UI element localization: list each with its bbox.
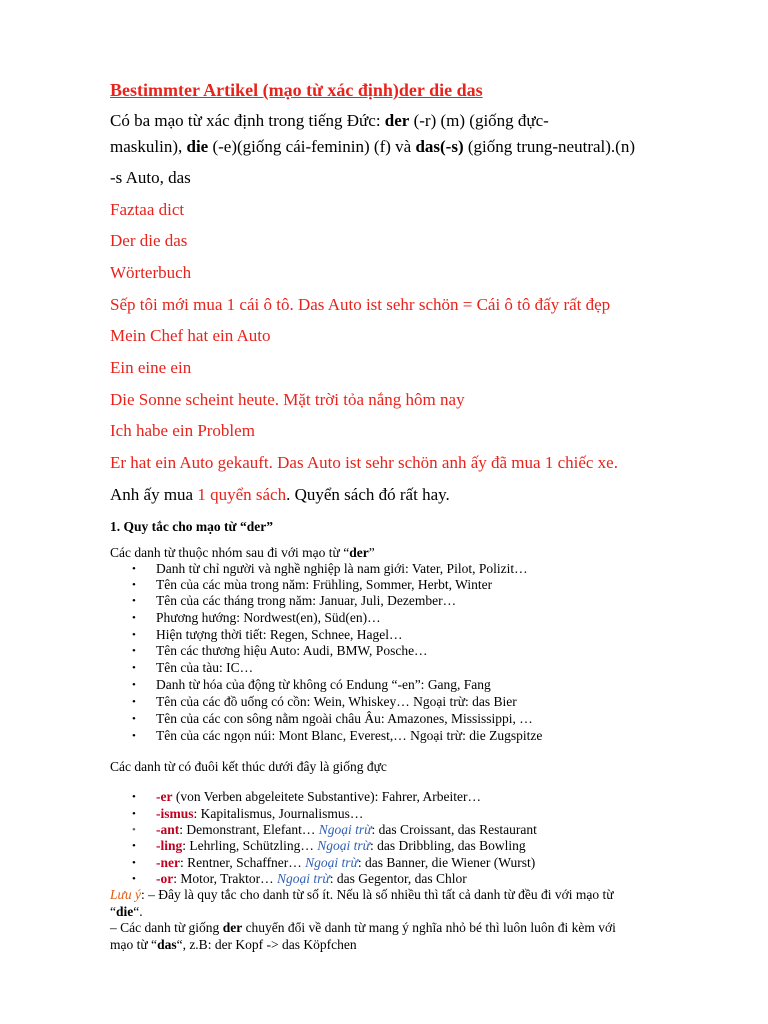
article-der: der: [349, 545, 369, 560]
suffix-text: : Demonstrant, Elefant…: [179, 822, 319, 837]
red-line: Der die das: [110, 231, 188, 250]
suffix-text: : Lehrling, Schützling…: [182, 838, 318, 853]
exception-text: : das Croissant, das Restaurant: [371, 822, 537, 837]
list-item: Danh từ hóa của động từ không có Endung “-en”: Gang, Fang: [156, 677, 491, 692]
suffix-item: [156, 822, 537, 838]
list-item: Tên các thương hiệu Auto: Audi, BMW, Posche…: [156, 643, 428, 658]
red-line: Mein Chef hat ein Auto: [110, 326, 271, 345]
intro-text: (giống trung-neutral).(n): [463, 137, 635, 156]
suffix-item: [156, 838, 526, 854]
suffix-label: -ling: [156, 838, 183, 853]
section-heading: 1. Quy tắc cho mạo từ “der”: [110, 519, 273, 534]
section-intro: [110, 545, 375, 561]
red-line: Die Sonne scheint heute. Mặt trời tỏa nắng hôm nay: [110, 390, 465, 409]
suffix-label: -ner: [156, 855, 180, 870]
note-line-1: [110, 887, 614, 903]
exception-text: : das Banner, die Wiener (Wurst): [357, 855, 536, 870]
bullet: •: [132, 563, 136, 575]
bullet: •: [132, 857, 136, 869]
bullet: •: [132, 679, 136, 691]
bullet: •: [132, 808, 136, 820]
section-intro-text: Các danh từ thuộc nhóm sau đi với mạo từ “: [110, 545, 350, 560]
suffix-item: [156, 789, 481, 805]
bullet: •: [132, 579, 136, 591]
note-text: mạo từ “: [110, 937, 158, 952]
exception-text: : das Gegentor, das Chlor: [329, 871, 467, 886]
suffix-label: -ant: [156, 822, 180, 837]
list-item: Tên của các mùa trong năm: Frühling, Sommer, Herbt, Winter: [156, 577, 493, 592]
list-item: Tên của các tháng trong năm: Januar, Juli, Dezember…: [156, 593, 457, 608]
bullet: •: [132, 873, 136, 885]
intro-line-2: [110, 137, 635, 157]
suffix-text: : Rentner, Schaffner…: [180, 855, 306, 870]
red-line: Er hat ein Auto gekauft. Das Auto ist sehr schön anh ấy đã mua 1 chiếc xe.: [110, 453, 618, 472]
note-line-3: [110, 920, 616, 936]
suffix-item: [156, 871, 467, 887]
section-intro-text: ”: [368, 545, 375, 560]
note-text: – Các danh từ giống: [110, 920, 223, 935]
list-item: Tên của các đồ uống có cồn: Wein, Whiskey… Ngoại trừ: das Bier: [156, 694, 517, 709]
suffix-text: : Kapitalismus, Journalismus…: [193, 806, 364, 821]
suffix-item: [156, 855, 535, 871]
note-text: chuyển đổi về danh từ mang ý nghĩa nhỏ bé thì luôn luôn đi kèm với: [242, 920, 616, 935]
article-die: die: [116, 904, 134, 919]
suffix-text: : Motor, Traktor…: [173, 871, 277, 886]
list-item: Tên của các ngọn núi: Mont Blanc, Everest,… Ngoại trừ: die Zugspitze: [156, 728, 543, 743]
list-item: Tên của các con sông nằm ngoài châu Âu: Amazones, Mississippi, …: [156, 711, 533, 726]
suffix-label: -ismus: [156, 806, 194, 821]
note-label: Lưu ý: [110, 887, 141, 902]
book-text: Anh ấy mua: [110, 485, 198, 504]
exception-label: Ngoại trừ: [305, 855, 358, 870]
intro-text: (-r) (m) (giống đực-: [409, 111, 549, 130]
intro-text: Có ba mạo từ xác định trong tiếng Đức:: [110, 111, 385, 130]
note-text: “.: [133, 904, 143, 919]
list-item: Danh từ chỉ người và nghề nghiệp là nam giới: Vater, Pilot, Polizit…: [156, 561, 528, 576]
intro-text: maskulin),: [110, 137, 187, 156]
bullet: •: [132, 662, 136, 674]
article-das: das: [157, 937, 177, 952]
note-line-4: [110, 937, 357, 953]
book-text: . Quyển sách đó rất hay.: [286, 485, 450, 504]
note-text: : – Đây là quy tắc cho danh từ số ít. Nếu là số nhiều thì tất cả danh từ đều đi với mạo từ: [141, 887, 614, 902]
bullet: •: [132, 612, 136, 624]
note-text: “, z.B: der Kopf -> das Köpfchen: [176, 937, 357, 952]
exception-text: : das Dribbling, das Bowling: [370, 838, 526, 853]
intro-line-3: -s Auto, das: [110, 168, 191, 187]
bullet: •: [132, 645, 136, 657]
red-line: Ein eine ein: [110, 358, 192, 377]
note-text: “: [110, 904, 116, 919]
suffix-label: -er: [156, 789, 173, 804]
list-item: Tên của tàu: IC…: [156, 660, 254, 675]
red-line: Sếp tôi mới mua 1 cái ô tô. Das Auto ist sehr schön = Cái ô tô đấy rất đẹp: [110, 295, 611, 314]
page-title: Bestimmter Artikel (mạo từ xác định)der die das: [110, 80, 483, 100]
note-line-2: [110, 904, 143, 920]
bullet: •: [132, 840, 136, 852]
red-line: Wörterbuch: [110, 263, 192, 282]
list-item: Hiện tượng thời tiết: Regen, Schnee, Hagel…: [156, 627, 403, 642]
bullet: •: [132, 791, 136, 803]
suffix-intro: Các danh từ có đuôi kết thúc dưới đây là giống đực: [110, 759, 387, 774]
article-der: der: [384, 111, 410, 130]
red-line: Faztaa dict: [110, 200, 185, 219]
suffix-item: [156, 806, 363, 822]
article-der: der: [222, 920, 243, 935]
article-das: das(-s): [415, 137, 464, 156]
exception-label: Ngoại trừ: [317, 838, 370, 853]
suffix-label: -or: [156, 871, 174, 886]
bullet: •: [132, 696, 136, 708]
bullet: •: [132, 629, 136, 641]
exception-label: Ngoại trừ: [276, 871, 330, 886]
list-item: Phương hướng: Nordwest(en), Süd(en)…: [156, 610, 381, 625]
red-line: Ich habe ein Problem: [110, 421, 255, 440]
book-line: [110, 485, 450, 505]
book-highlight: 1 quyển sách: [197, 485, 287, 504]
intro-line-1: [110, 111, 549, 131]
bullet: •: [132, 595, 136, 607]
intro-text: (-e)(giống cái-feminin) (f) và: [208, 137, 416, 156]
exception-label: Ngoại trừ: [318, 822, 372, 837]
bullet: •: [132, 824, 136, 836]
bullet: •: [132, 713, 136, 725]
suffix-text: (von Verben abgeleitete Substantive): Fahrer, Arbeiter…: [172, 789, 481, 804]
article-die: die: [186, 137, 209, 156]
bullet: •: [132, 730, 136, 742]
